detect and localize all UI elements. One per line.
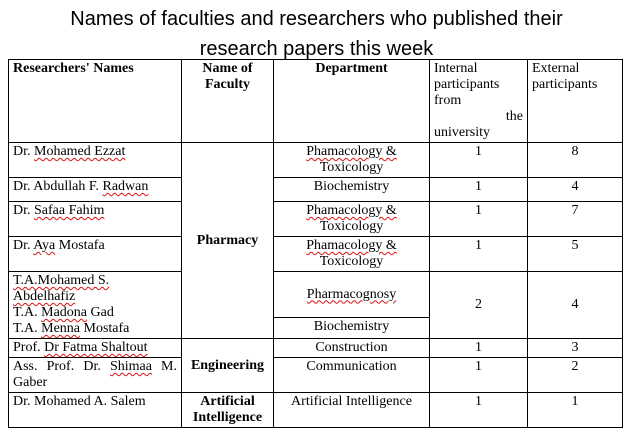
researcher-name: Dr. Mohamed A. Salem (9, 393, 182, 428)
researcher-name (9, 202, 182, 237)
page-title (0, 4, 633, 64)
name-line: Gaber (13, 375, 48, 390)
internal-count: 1 (430, 393, 528, 428)
name-part: Mostafa (55, 238, 105, 253)
faculty-line-1: Artificial (200, 394, 255, 409)
name-part: Abdelhafiz (13, 289, 76, 304)
name-part: Dr. (13, 144, 34, 159)
table-row (9, 202, 623, 237)
header-external: External participants (528, 60, 623, 143)
table-row (9, 237, 623, 272)
name-part: Mohamed Ezzat (34, 144, 126, 159)
name-part: T.A.Mohamed S. (13, 273, 110, 288)
external-count: 2 (528, 358, 623, 393)
title-line-2: research papers this week (199, 38, 434, 60)
name-part: T.A. (13, 321, 42, 336)
header-department: Department (274, 60, 430, 143)
internal-count: 1 (430, 358, 528, 393)
faculty-artificial-intelligence (182, 393, 274, 428)
department-cell: Artificial Intelligence (274, 393, 430, 428)
table-row (9, 358, 623, 393)
department-cell (274, 143, 430, 178)
header-researchers: Researchers' Names (9, 60, 182, 143)
external-count: 5 (528, 237, 623, 272)
internal-count: 1 (430, 339, 528, 358)
header-internal (430, 60, 528, 143)
internal-count: 1 (430, 202, 528, 237)
researcher-names-group (9, 272, 182, 339)
header-faculty: Name of Faculty (182, 60, 274, 143)
table-row (9, 143, 623, 178)
name-part: M. (151, 359, 177, 374)
department-cell: Construction (274, 339, 430, 358)
header-row (9, 60, 623, 143)
researcher-name (13, 273, 177, 289)
department-line-1: Phamacology & (306, 203, 397, 218)
researcher-name (9, 339, 182, 358)
name-part: Dr. (13, 203, 34, 218)
header-internal-line-2: the (505, 109, 523, 124)
name-part: Menna (41, 321, 81, 336)
researcher-name (9, 358, 182, 393)
title-line-1: Names of faculties and researchers who published their (70, 8, 563, 30)
name-part: Prof. (13, 340, 45, 355)
name-part: Shimaa (109, 359, 152, 374)
header-internal-line-3: university (434, 125, 490, 140)
researcher-name (9, 143, 182, 178)
name-part: Dr. Abdullah F. (13, 179, 103, 194)
department-line-1: Phamacology & (306, 238, 397, 253)
name-part: Madona (41, 305, 88, 320)
name-part: Dr. (13, 238, 34, 253)
internal-count: 1 (430, 237, 528, 272)
department-line-2: Toxicology (319, 219, 384, 234)
department-cell: Communication (274, 358, 430, 393)
name-part: Radwan (102, 179, 149, 194)
faculty-line-2: Intelligence (192, 410, 263, 425)
department-line-2: Toxicology (319, 254, 384, 269)
internal-count: 1 (430, 178, 528, 202)
department-cell (274, 237, 430, 272)
name-part: Mostafa (80, 321, 130, 336)
researcher-name (13, 305, 177, 321)
researcher-name (9, 178, 182, 202)
external-count: 4 (528, 272, 623, 339)
researcher-name (13, 321, 177, 337)
external-count: 4 (528, 178, 623, 202)
internal-count: 1 (430, 143, 528, 178)
name-part: Ass. Prof. Dr. (13, 359, 110, 374)
name-part: Gad (87, 305, 114, 320)
researchers-table (8, 59, 623, 428)
researcher-name (13, 289, 177, 305)
name-part: Dr Fatma Shaltout (44, 340, 148, 355)
faculty-engineering: Engineering (182, 339, 274, 393)
name-line (13, 359, 177, 375)
name-part: Aya (33, 238, 56, 253)
department-line-1: Phamacology & (306, 144, 397, 159)
department-cell (274, 272, 430, 318)
external-count: 3 (528, 339, 623, 358)
department-cell: Biochemistry (274, 178, 430, 202)
external-count: 7 (528, 202, 623, 237)
table-row (9, 178, 623, 202)
header-internal-line-1: Internal participants from (434, 61, 500, 108)
department-line: Pharmacognosy (306, 286, 397, 302)
department-cell: Biochemistry (274, 318, 430, 339)
external-count: 8 (528, 143, 623, 178)
external-count: 1 (528, 393, 623, 428)
department-cell (274, 202, 430, 237)
name-part: Safaa Fahim (34, 203, 105, 218)
table-row (9, 339, 623, 358)
department-line-2: Toxicology (319, 160, 384, 175)
table-row (9, 272, 623, 318)
name-part: T.A. (13, 305, 42, 320)
internal-count: 2 (430, 272, 528, 339)
researcher-name (9, 237, 182, 272)
faculty-pharmacy: Pharmacy (182, 143, 274, 339)
table-row (9, 393, 623, 428)
